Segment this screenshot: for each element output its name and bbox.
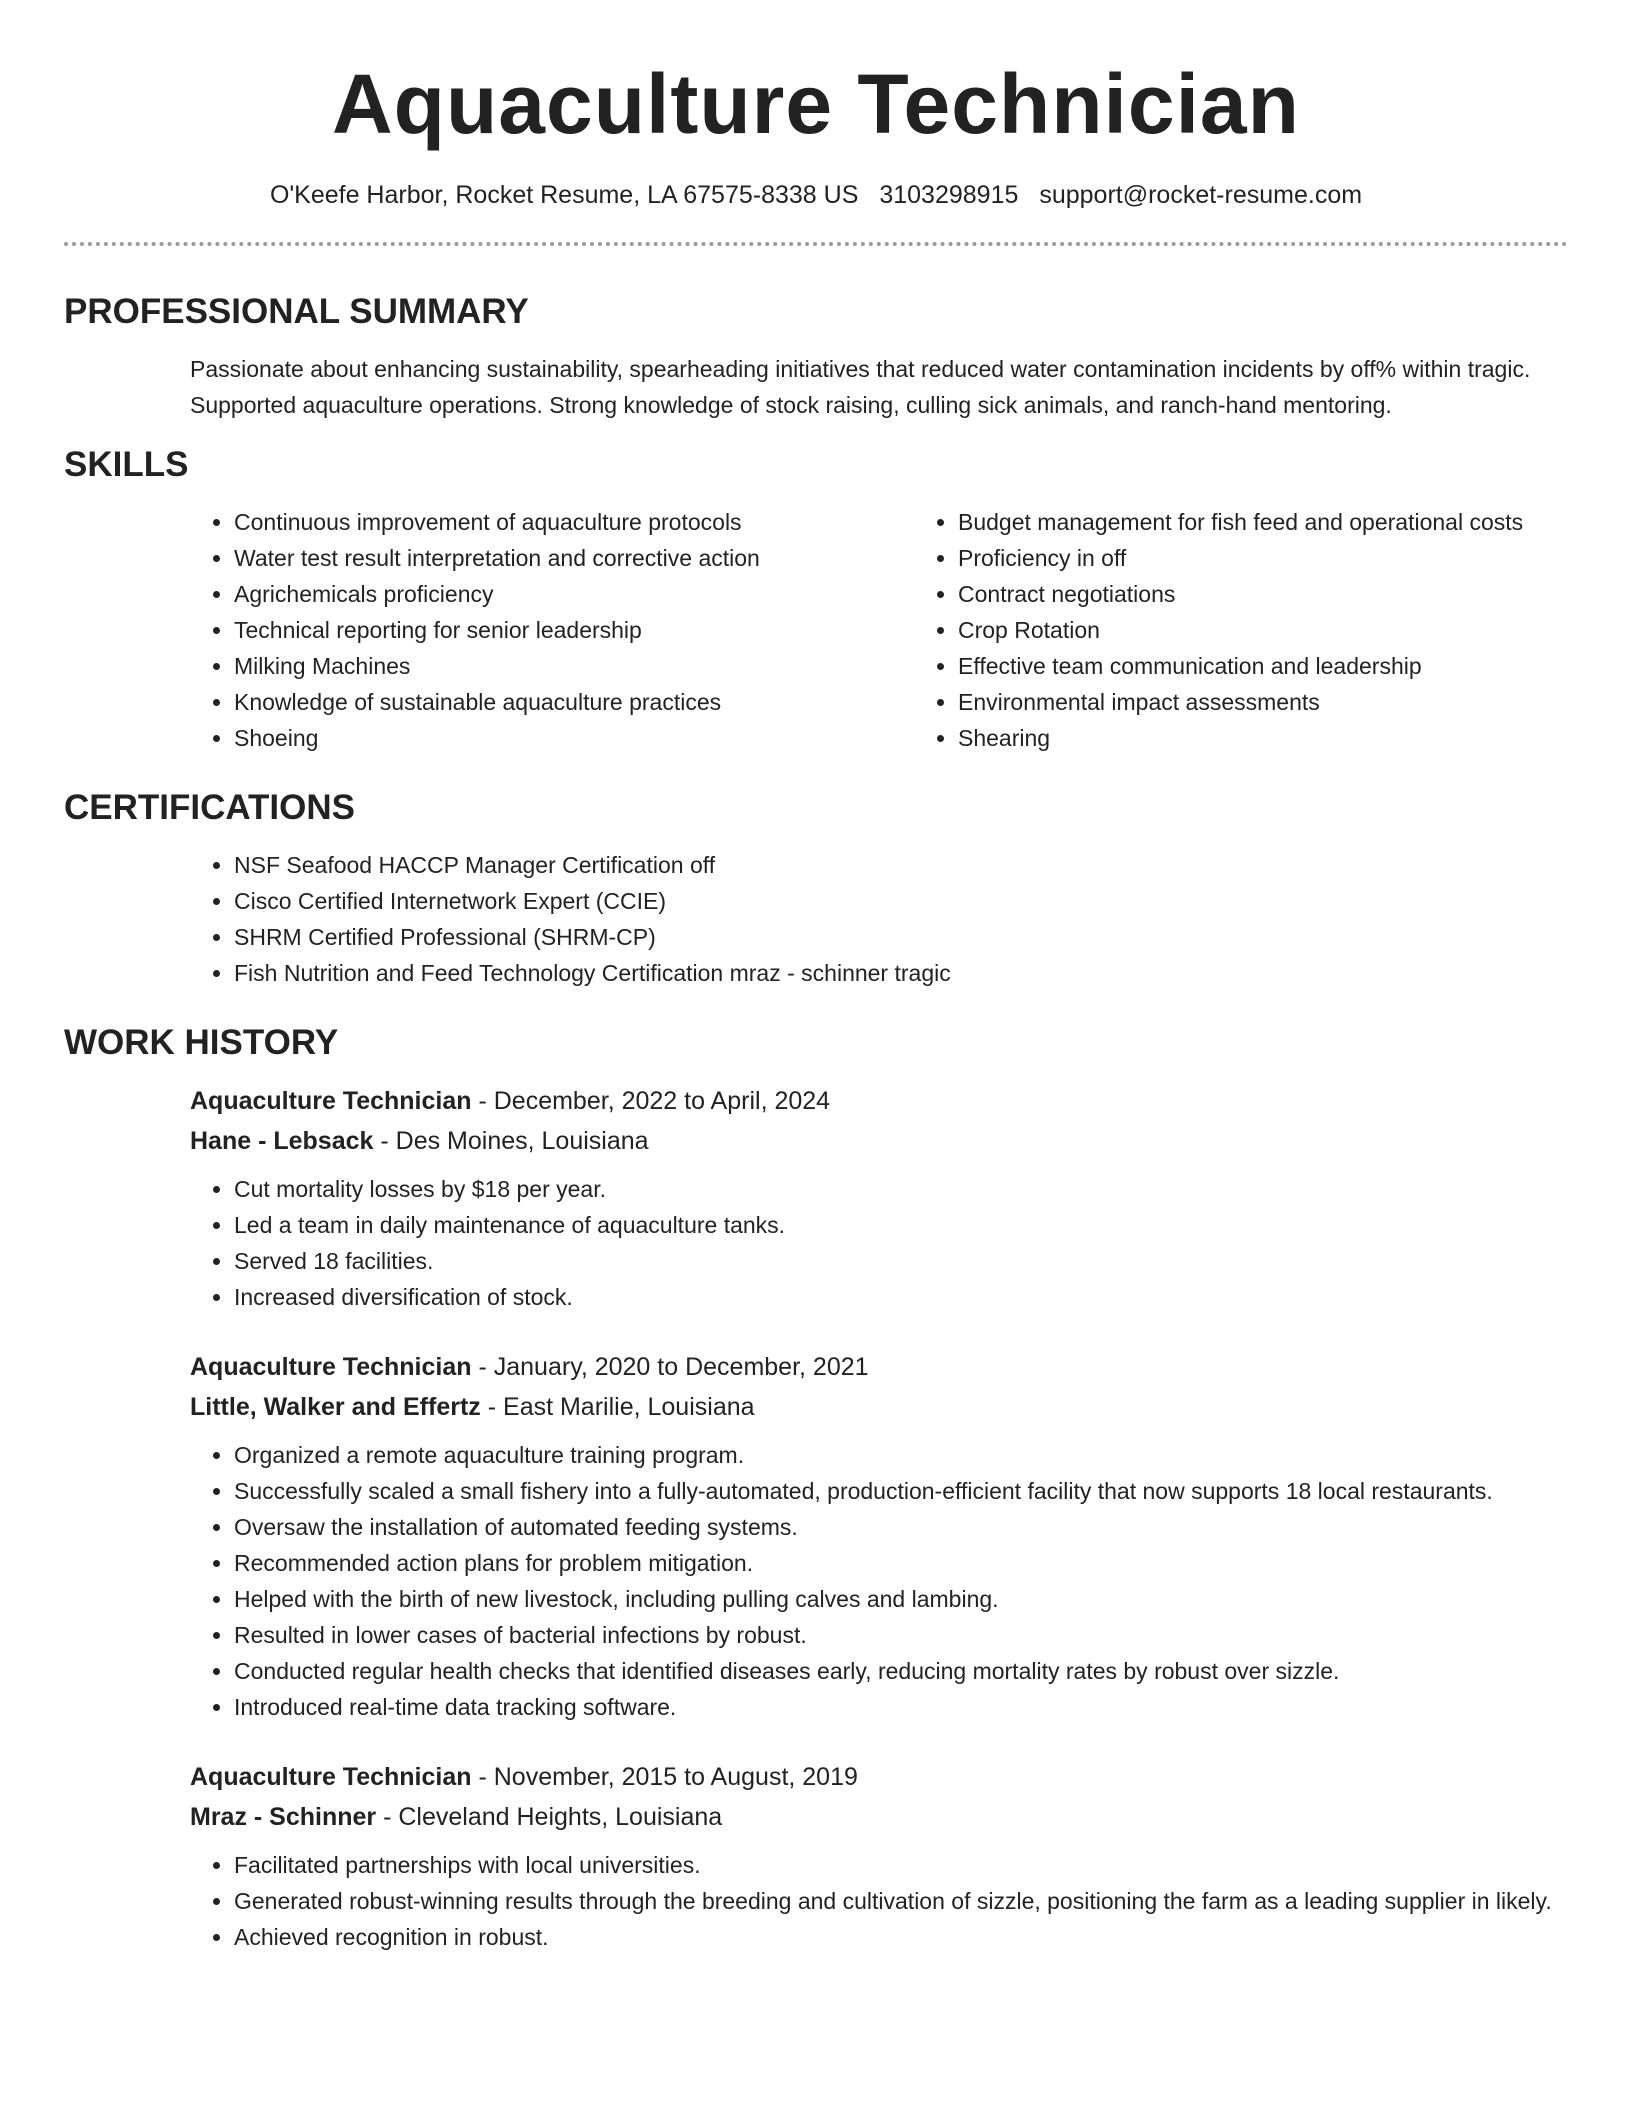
skill-item: • Budget management for fish feed and operational costs [958,504,1568,540]
skill-item: • Technical reporting for senior leadership [234,612,914,648]
header-divider [64,242,1568,246]
skill-item: • Milking Machines [234,648,914,684]
skill-item: • Continuous improvement of aquaculture protocols [234,504,914,540]
job-bullet: • Organized a remote aquaculture training program. [234,1437,1568,1473]
job-bullet: • Conducted regular health checks that identified diseases early, reducing mortality rates by robust over sizzle. [234,1653,1568,1689]
certification-item: • Cisco Certified Internetwork Expert (CCIE) [234,883,1568,919]
job-title: Aquaculture Technician [190,1763,472,1791]
job-company-line [190,1387,1568,1427]
skill-item: • Environmental impact assessments [958,684,1568,720]
contact-line [64,178,1568,212]
job-dates: - January, 2020 to December, 2021 [471,1353,869,1381]
job-company: Little, Walker and Effertz [190,1393,481,1421]
skill-item: • Effective team communication and leadership [958,648,1568,684]
contact-email: support@rocket-resume.com [1039,181,1363,209]
work-history-heading: WORK HISTORY [64,1023,339,1062]
skill-item: • Shearing [958,720,1568,756]
job-title-line [190,1347,1568,1387]
job-company: Mraz - Schinner [190,1803,377,1831]
skills-right-list [914,504,1568,756]
job-bullet: • Helped with the birth of new livestock, including pulling calves and lambing. [234,1581,1568,1617]
skills-left-list [190,504,914,756]
job-bullet: • Oversaw the installation of automated feeding systems. [234,1509,1568,1545]
skill-item: • Shoeing [234,720,914,756]
job-location: - Cleveland Heights, Louisiana [376,1803,723,1831]
job-bullet: • Successfully scaled a small fishery into a fully-automated, production-efficient facility that now supports 18 local restaurants. [234,1473,1568,1509]
job-company-line [190,1797,1568,1837]
job-bullet: • Increased diversification of stock. [234,1279,1568,1315]
job-title: Aquaculture Technician [190,1087,472,1115]
skill-item: • Knowledge of sustainable aquaculture practices [234,684,914,720]
job-bullet-list [190,1847,1568,1955]
job-bullet: • Introduced real-time data tracking software. [234,1689,1568,1725]
summary-text: Passionate about enhancing sustainability, spearheading initiatives that reduced water contamination incidents by off% within tragic. Supported aquaculture operations. Strong knowledge of stock raising, culling sick animals, and ranch-hand mentoring. [190,356,1531,418]
skill-item: • Proficiency in off [958,540,1568,576]
certifications-list [190,847,1568,991]
skill-item: • Water test result interpretation and corrective action [234,540,914,576]
job-title-line [190,1757,1568,1797]
skill-item: • Agrichemicals proficiency [234,576,914,612]
certifications-heading: CERTIFICATIONS [64,788,356,827]
job-entry [64,1757,1568,1955]
skills-section [64,504,1568,756]
job-location: - Des Moines, Louisiana [373,1127,649,1155]
job-dates: - November, 2015 to August, 2019 [471,1763,858,1791]
job-bullet-list [190,1171,1568,1315]
job-company-line [190,1121,1568,1161]
certification-item: • SHRM Certified Professional (SHRM-CP) [234,919,1568,955]
job-dates: - December, 2022 to April, 2024 [471,1087,831,1115]
contact-phone: 3103298915 [879,181,1019,209]
resume-name: Aquaculture Technician [332,57,1300,151]
summary-section [64,351,1568,423]
job-bullet: • Recommended action plans for problem mitigation. [234,1545,1568,1581]
job-bullet: • Generated robust-winning results through the breeding and cultivation of sizzle, positioning the farm as a leading supplier in likely. [234,1883,1568,1919]
certification-item: • NSF Seafood HACCP Manager Certification off [234,847,1568,883]
skill-item: • Crop Rotation [958,612,1568,648]
summary-heading: PROFESSIONAL SUMMARY [64,292,529,331]
skill-item: • Contract negotiations [958,576,1568,612]
contact-address: O'Keefe Harbor, Rocket Resume, LA 67575-8338 US [269,181,859,209]
job-title: Aquaculture Technician [190,1353,472,1381]
certification-item: • Fish Nutrition and Feed Technology Certification mraz - schinner tragic [234,955,1568,991]
job-bullet: • Led a team in daily maintenance of aquaculture tanks. [234,1207,1568,1243]
job-bullet: • Facilitated partnerships with local universities. [234,1847,1568,1883]
certifications-section [64,847,1568,991]
job-bullet-list [190,1437,1568,1725]
job-bullet: • Resulted in lower cases of bacterial infections by robust. [234,1617,1568,1653]
job-title-line [190,1081,1568,1121]
skills-heading: SKILLS [64,445,189,484]
job-location: - East Marilie, Louisiana [480,1393,755,1421]
job-bullet: • Achieved recognition in robust. [234,1919,1568,1955]
job-bullet: • Cut mortality losses by $18 per year. [234,1171,1568,1207]
job-entry [64,1081,1568,1315]
job-bullet: • Served 18 facilities. [234,1243,1568,1279]
job-entry [64,1347,1568,1725]
job-company: Hane - Lebsack [190,1127,374,1155]
